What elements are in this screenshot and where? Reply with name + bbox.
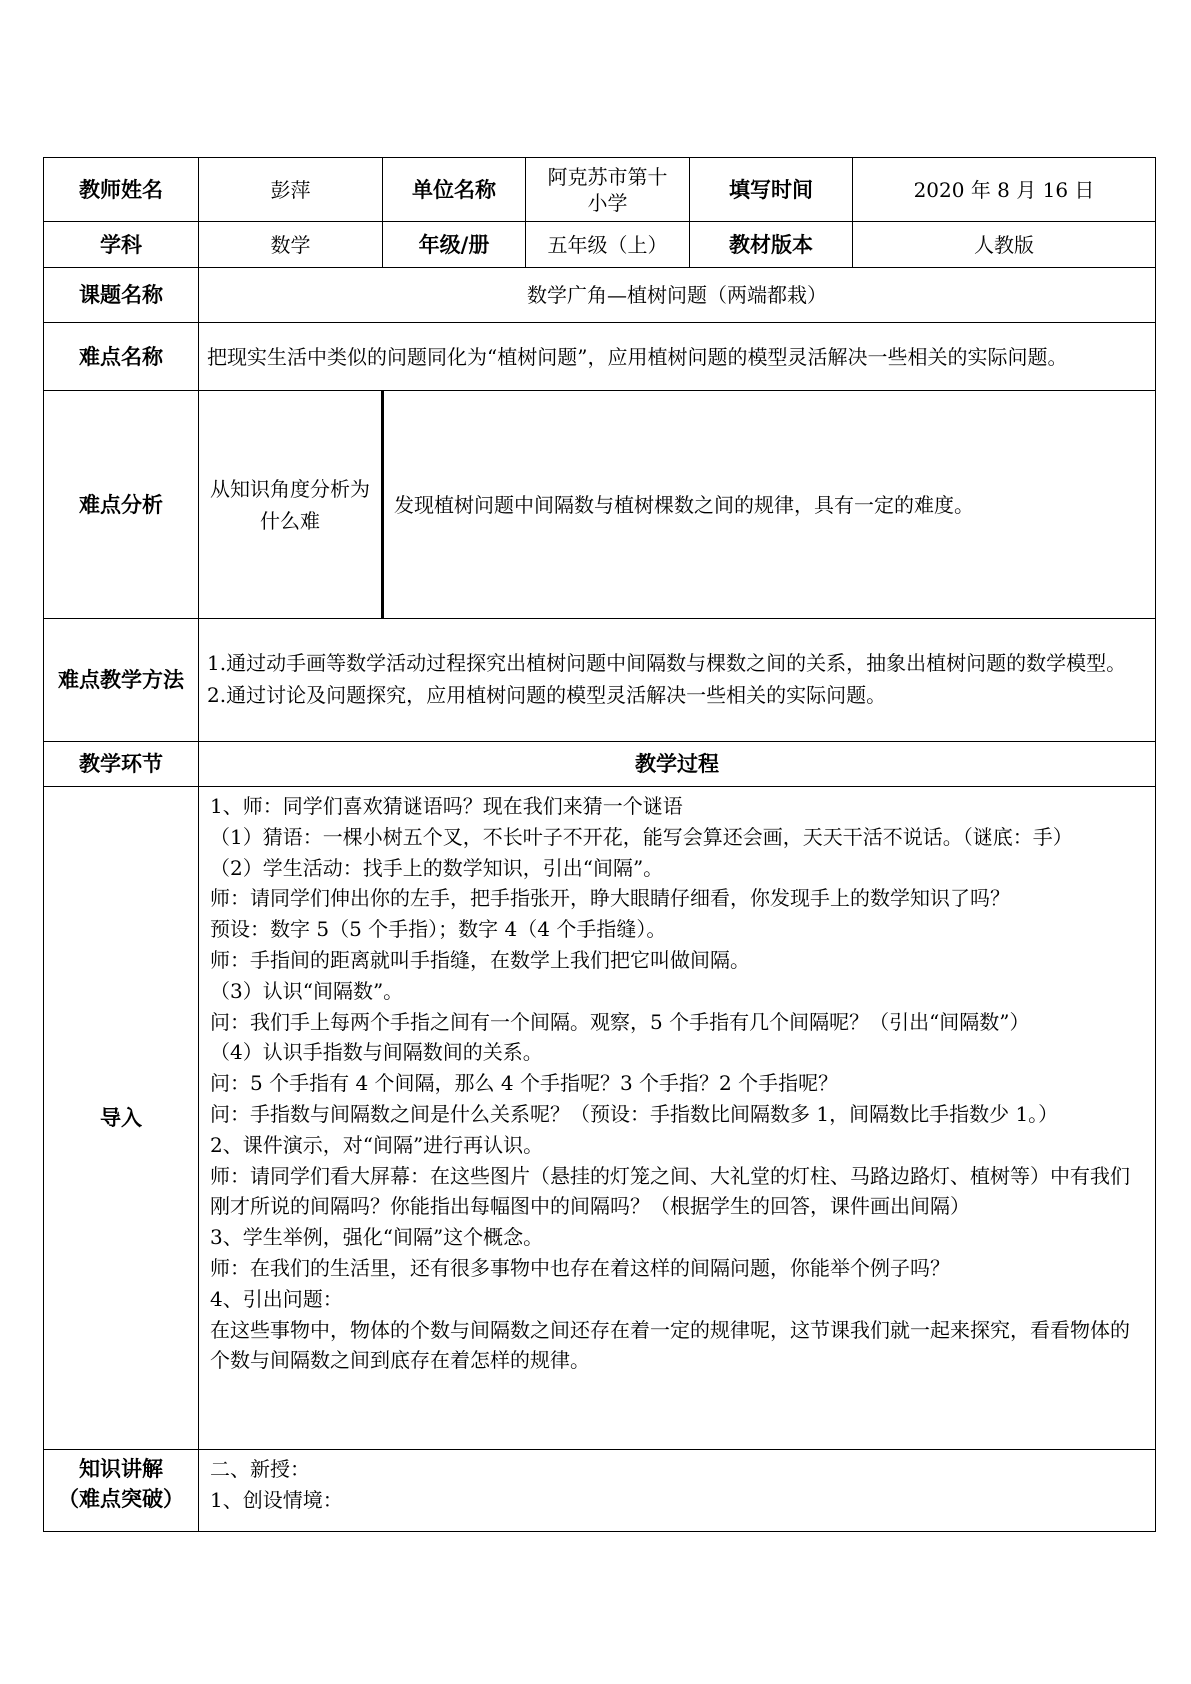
analysis-value: 发现植树问题中间隔数与植树棵数之间的规律，具有一定的难度。 xyxy=(383,391,1156,619)
intro-line: 师：请同学们伸出你的左手，把手指张开，睁大眼睛仔细看，你发现手上的数学知识了吗？ xyxy=(210,886,1010,911)
intro-line: 师：在我们的生活里，还有很多事物中也存在着这样的间隔问题，你能举个例子吗？ xyxy=(210,1255,950,1280)
info-row-1 xyxy=(44,158,1156,222)
fill-date-value: 2020 年 8 月 16 日 xyxy=(853,158,1156,222)
intro-line: 在这些事物中，物体的个数与间隔数之间还存在着一定的规律呢，这节课我们就一起来探究，看看物体的个数与间隔数之间到底存在着怎样的规律。 xyxy=(210,1317,1130,1373)
intro-label: 导入 xyxy=(44,787,199,1450)
difficulty-value: 把现实生活中类似的问题同化为“植树问题”，应用植树问题的模型灵活解决一些相关的实际问题。 xyxy=(199,323,1156,391)
knowledge-content xyxy=(199,1450,1156,1532)
intro-line: （1）猜语：一棵小树五个叉，不长叶子不开花，能写会算还会画，天天干活不说话。（谜底：手） xyxy=(210,824,1073,849)
method-line-1: 1.通过动手画等数学活动过程探究出植树问题中间隔数与棵数之间的关系，抽象出植树问题的数学模型。 xyxy=(207,651,1127,675)
topic-value: 数学广角—植树问题（两端都栽） xyxy=(199,268,1156,323)
analysis-row xyxy=(44,391,1156,619)
intro-line: 师：请同学们看大屏幕：在这些图片（悬挂的灯笼之间、大礼堂的灯柱、马路边路灯、植树等）中有我们刚才所说的间隔吗？你能指出每幅图中的间隔吗？（根据学生的回答，课件画出间隔） xyxy=(210,1163,1130,1219)
teacher-name-value: 彭萍 xyxy=(199,158,383,222)
intro-line: 4、引出问题： xyxy=(210,1286,343,1311)
intro-line: 师：手指间的距离就叫手指缝，在数学上我们把它叫做间隔。 xyxy=(210,947,750,972)
difficulty-row xyxy=(44,323,1156,391)
unit-name-label: 单位名称 xyxy=(383,158,526,222)
intro-line: 1、师：同学们喜欢猜谜语吗？现在我们来猜一个谜语 xyxy=(210,794,683,818)
intro-line: 2、课件演示，对“间隔”进行再认识。 xyxy=(210,1132,544,1157)
method-label: 难点教学方法 xyxy=(44,619,199,742)
grade-label: 年级/册 xyxy=(383,222,526,268)
intro-line: 问：5 个手指有 4 个间隔，那么 4 个手指呢？3 个手指？2 个手指呢？ xyxy=(210,1071,839,1096)
intro-row xyxy=(44,787,1156,1450)
intro-line: 问：我们手上每两个手指之间有一个间隔。观察，5 个手指有几个间隔呢？（引出“间隔数”） xyxy=(210,1009,1030,1034)
method-content xyxy=(199,619,1156,742)
knowledge-line: 1、创设情境： xyxy=(210,1487,343,1512)
intro-line: 问：手指数与间隔数之间是什么关系呢？（预设：手指数比间隔数多 1，间隔数比手指数少 1。） xyxy=(210,1101,1059,1126)
grade-value: 五年级（上） xyxy=(526,222,690,268)
intro-content xyxy=(199,787,1156,1450)
info-row-2 xyxy=(44,222,1156,268)
knowledge-label-line-1: 知识讲解 xyxy=(79,1457,163,1481)
process-header-row xyxy=(44,742,1156,787)
knowledge-line: 二、新授： xyxy=(210,1457,310,1481)
intro-line: （4）认识手指数与间隔数间的关系。 xyxy=(210,1040,543,1065)
knowledge-label xyxy=(44,1450,199,1532)
teacher-name-label: 教师姓名 xyxy=(44,158,199,222)
subject-value: 数学 xyxy=(199,222,383,268)
teaching-stage-label: 教学环节 xyxy=(44,742,199,787)
edition-label: 教材版本 xyxy=(690,222,853,268)
topic-row xyxy=(44,268,1156,323)
lesson-plan-form xyxy=(43,157,1155,1532)
fill-date-label: 填写时间 xyxy=(690,158,853,222)
analysis-sublabel: 从知识角度分析为什么难 xyxy=(199,391,383,619)
intro-line: 预设：数字 5（5 个手指）；数字 4（4 个手指缝）。 xyxy=(210,917,667,942)
subject-label: 学科 xyxy=(44,222,199,268)
analysis-label: 难点分析 xyxy=(44,391,199,619)
intro-line: （3）认识“间隔数”。 xyxy=(210,978,404,1003)
intro-line: 3、学生举例，强化“间隔”这个概念。 xyxy=(210,1225,544,1250)
intro-line: （2）学生活动：找手上的数学知识，引出“间隔”。 xyxy=(210,855,664,880)
method-line-2: 2.通过讨论及问题探究，应用植树问题的模型灵活解决一些相关的实际问题。 xyxy=(207,683,887,707)
difficulty-label: 难点名称 xyxy=(44,323,199,391)
edition-value: 人教版 xyxy=(853,222,1156,268)
method-row xyxy=(44,619,1156,742)
knowledge-row xyxy=(44,1450,1156,1532)
teaching-process-label: 教学过程 xyxy=(199,742,1156,787)
knowledge-label-line-2: （难点突破） xyxy=(58,1487,184,1511)
topic-label: 课题名称 xyxy=(44,268,199,323)
unit-name-value: 阿克苏市第十小学 xyxy=(526,158,690,222)
lesson-plan-table xyxy=(43,157,1156,1532)
